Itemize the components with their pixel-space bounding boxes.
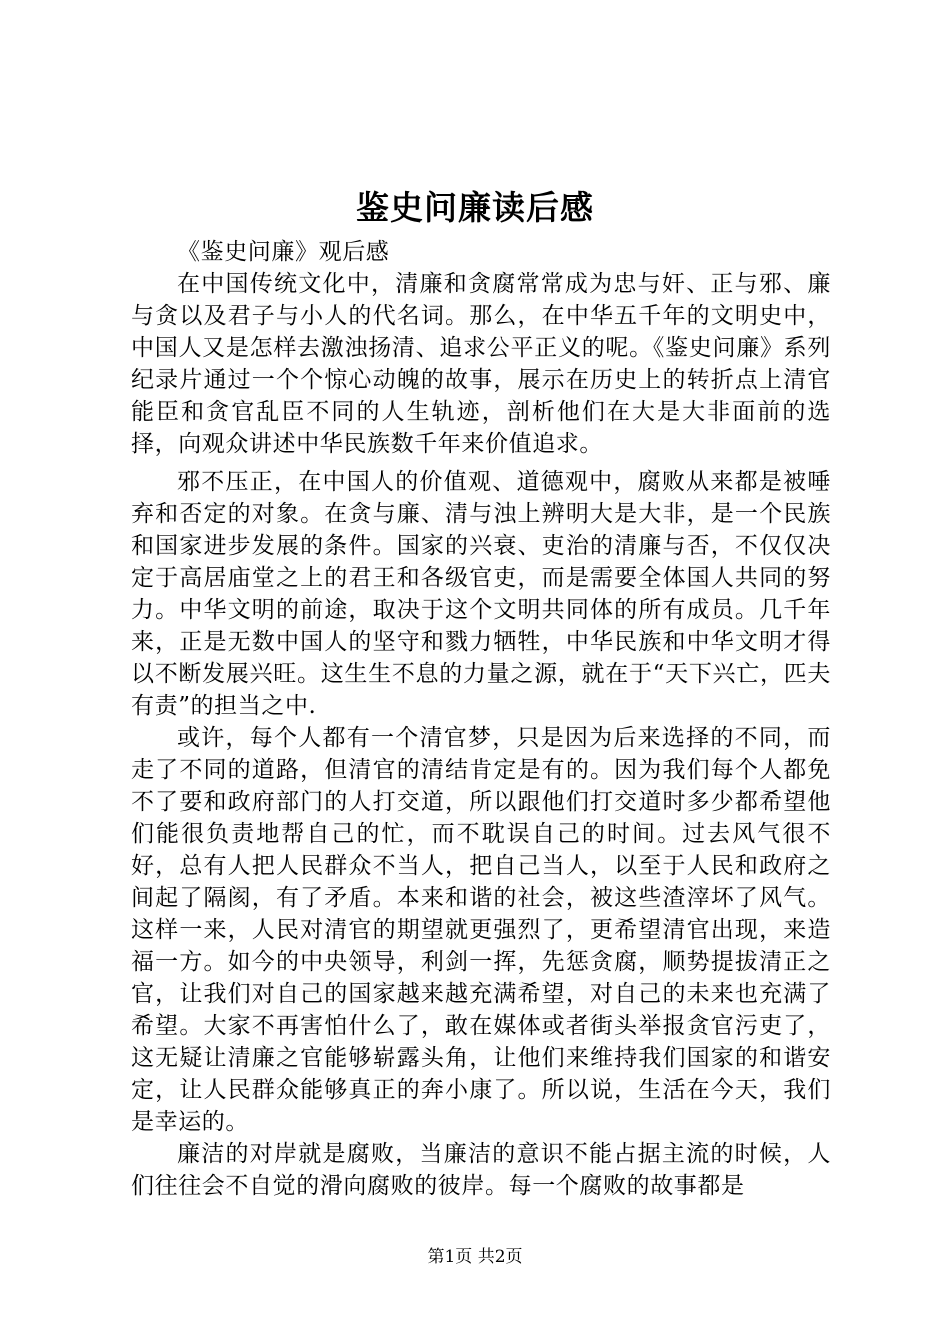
document-title: 鉴史问廉读后感: [356, 188, 594, 227]
page-number-footer: 第1页 共2页: [427, 1247, 523, 1267]
paragraph: 邪不压正，在中国人的价值观、道德观中，腐败从来都是被唾弃和否定的对象。在贪与廉、清与浊上辨明大是大非，是一个民族和国家进步发展的条件。国家的兴衰、吏治的清廉与否，不仅仅决定于高居庙堂之上的君王和各级官吏，而是需要全体国人共同的努力。中华文明的前途，取决于这个文明共同体的所有成员。几千年来，正是无数中国人的坚守和戮力牺牲，中华民族和中华文明才得以不断发展兴旺。这生生不息的力量之源，就在于“天下兴亡，匹夫有责”的担当之中.: [131, 469, 831, 719]
paragraph: 廉洁的对岸就是腐败，当廉洁的意识不能占据主流的时候，人们往往会不自觉的滑向腐败的彼岸。每一个腐败的故事都是: [131, 1141, 831, 1199]
paragraph-subtitle: 《鉴史问廉》观后感: [177, 239, 390, 265]
paragraph: 或许，每个人都有一个清官梦，只是因为后来选择的不同，而走了不同的道路，但清官的清结肯定是有的。因为我们每个人都免不了要和政府部门的人打交道，所以跟他们打交道时多少都希望他们能很负责地帮自己的忙，而不耽误自己的时间。过去风气很不好，总有人把人民群众不当人，把自己当人，以至于人民和政府之间起了隔阂，有了矛盾。本来和谐的社会，被这些渣滓坏了风气。这样一来，人民对清官的期望就更强烈了，更希望清官出现，来造福一方。如今的中央领导，利剑一挥，先惩贪腐，顺势提拔清正之官，让我们对自己的国家越来越充满希望，对自己的未来也充满了希望。大家不再害怕什么了，敢在媒体或者街头举报贪官污吏了，这无疑让清廉之官能够崭露头角，让他们来维持我们国家的和谐安定，让人民群众能够真正的奔小康了。所以说，生活在今天，我们是幸运的。: [131, 725, 831, 1135]
document-body: [131, 236, 831, 1202]
paragraph: 在中国传统文化中，清廉和贪腐常常成为忠与奸、正与邪、廉与贪以及君子与小人的代名词。那么，在中华五千年的文明史中，中国人又是怎样去激浊扬清、追求公平正义的呢。《鉴史问廉》系列纪录片通过一个个惊心动魄的故事，展示在历史上的转折点上清官能臣和贪官乱臣不同的人生轨迹，剖析他们在大是大非面前的选择，向观众讲述中华民族数千年来价值追求。: [131, 271, 831, 457]
